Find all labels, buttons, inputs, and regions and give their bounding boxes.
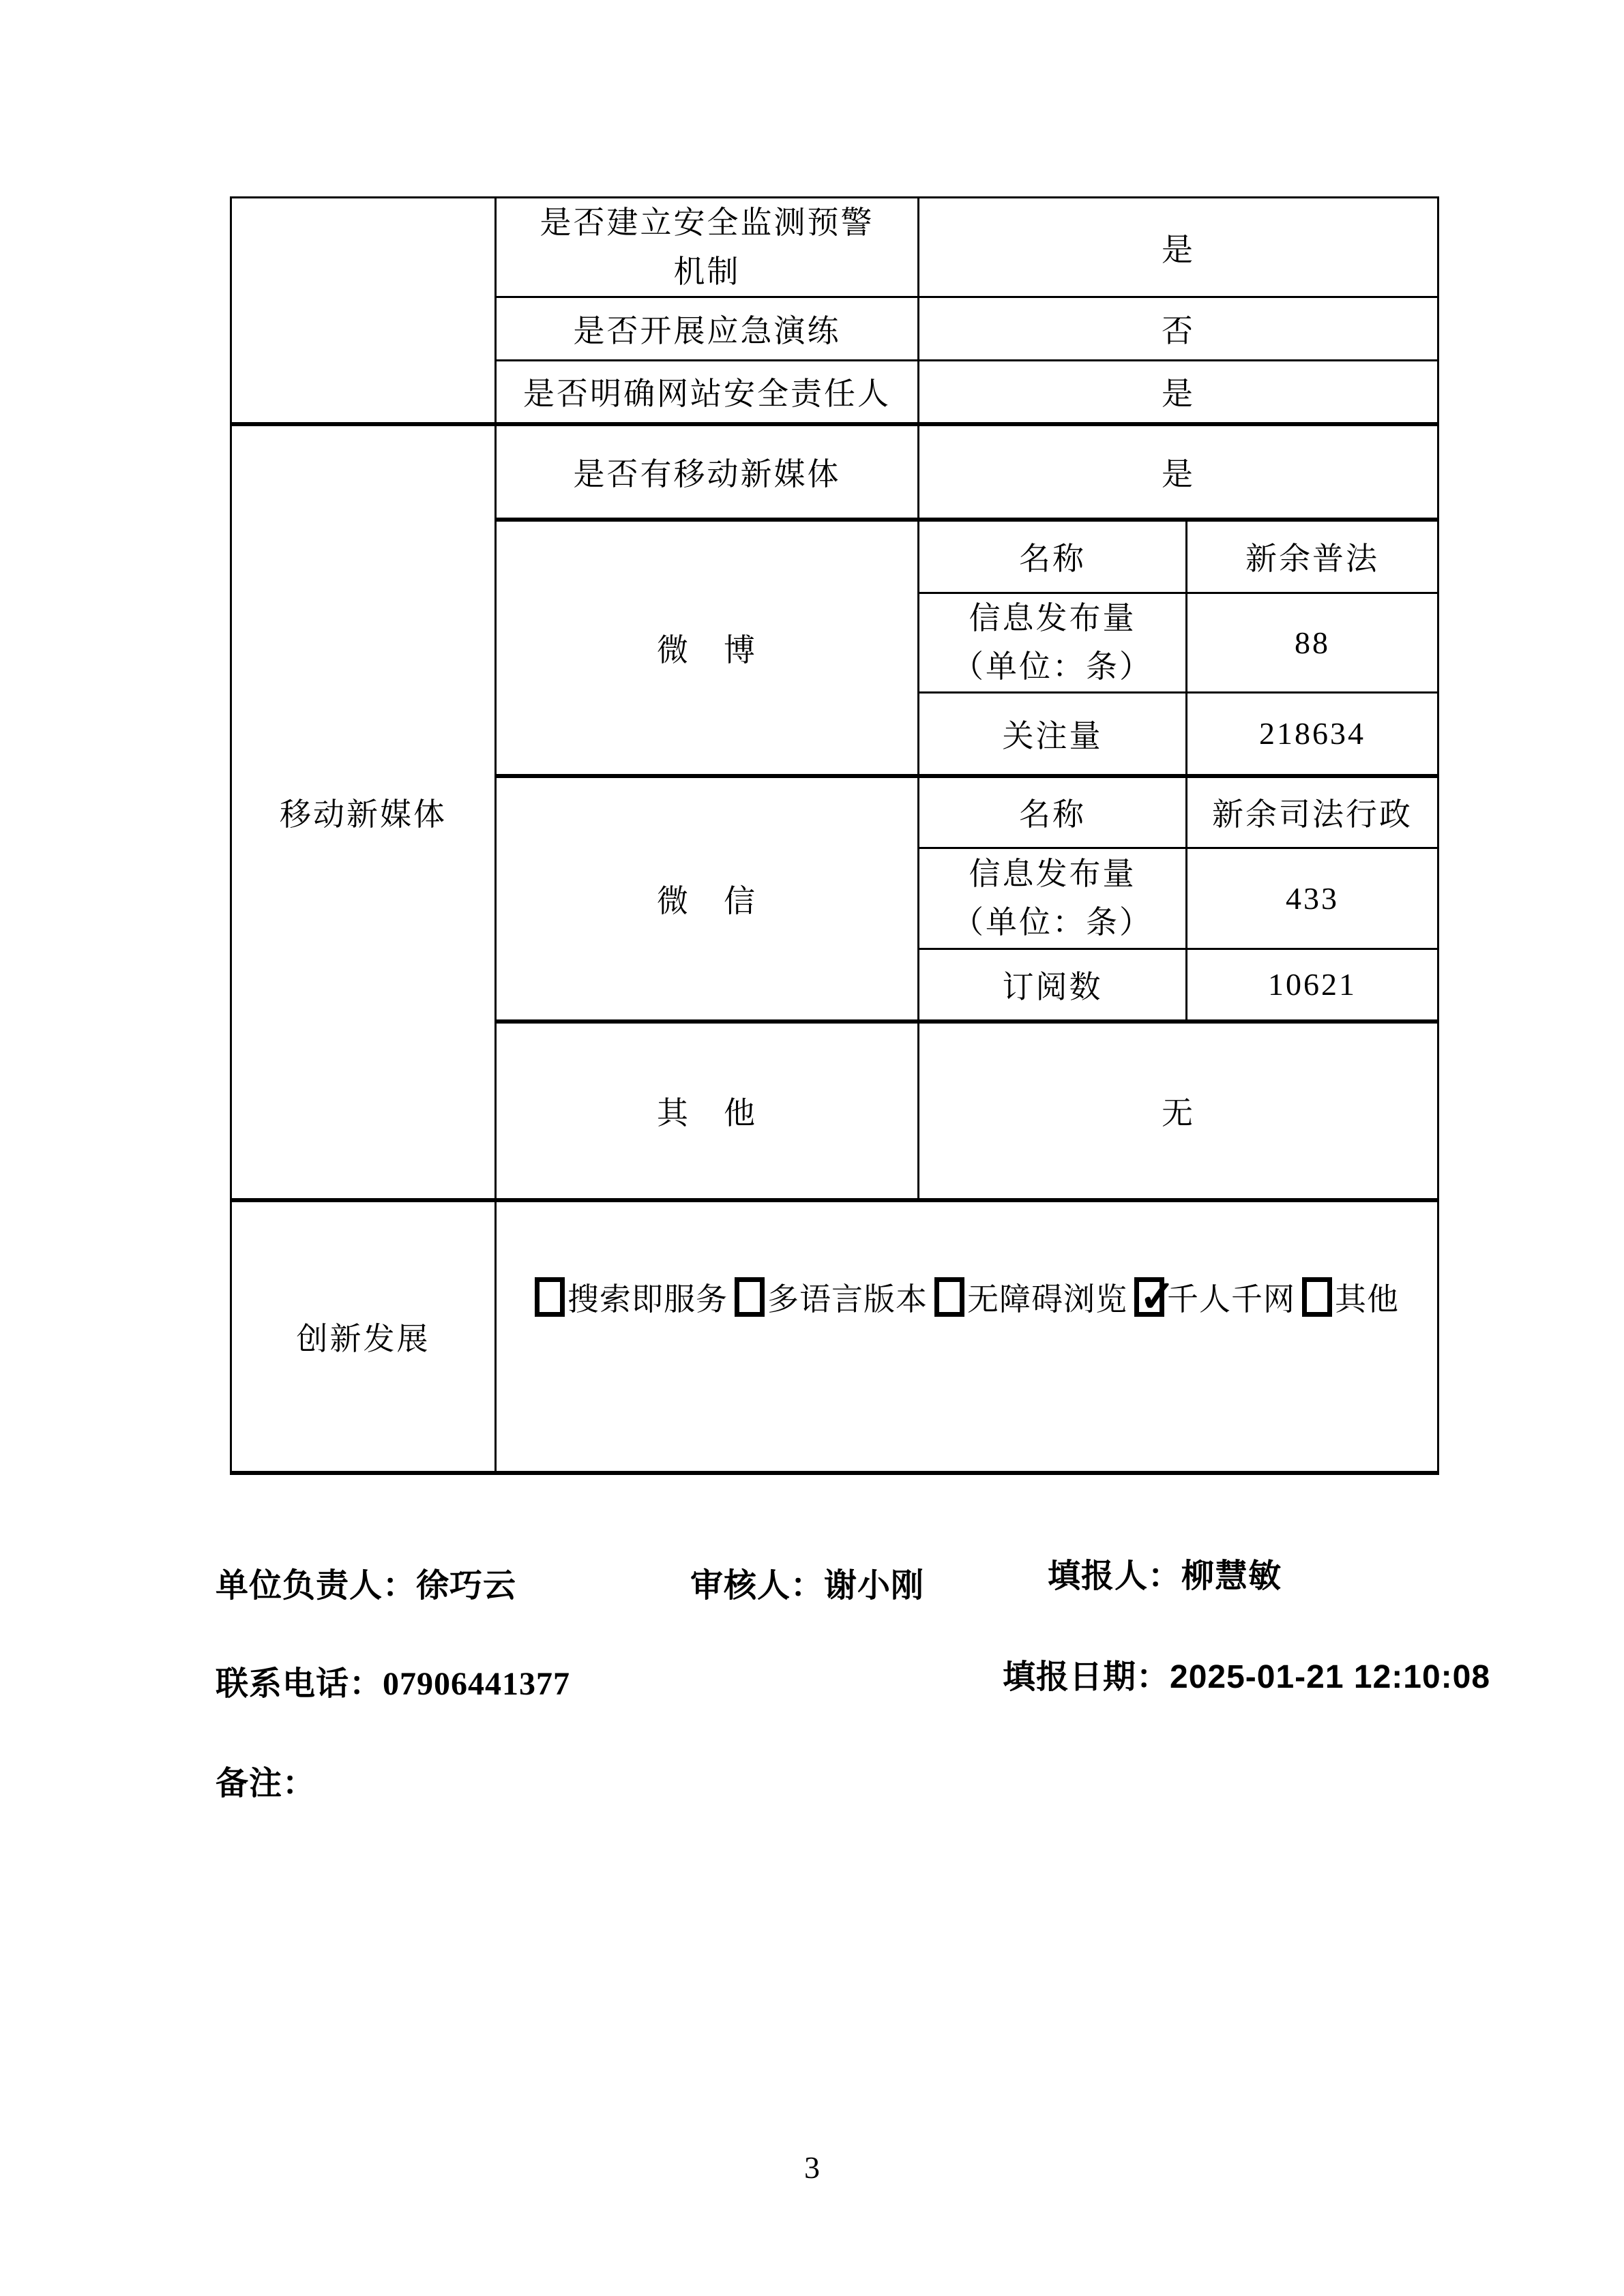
weibo-followers-value: 218634 xyxy=(1187,692,1438,776)
question-line: 机制 xyxy=(673,254,741,289)
innovation-checkbox-label-2: 无障碍浏览 xyxy=(967,1282,1127,1317)
footer-reviewer xyxy=(690,1559,924,1606)
footer-report-date-value: 2025-01-21 12:10:08 xyxy=(1170,1659,1491,1695)
wechat-name-value: 新余司法行政 xyxy=(1187,776,1438,848)
label-line: 信息发布量 xyxy=(969,601,1136,636)
answer-security-responsible-person: 是 xyxy=(919,361,1438,424)
footer-remark-label: 备注： xyxy=(216,1765,316,1802)
label-line: 信息发布量 xyxy=(969,856,1136,891)
footer-reviewer-value: 谢小刚 xyxy=(824,1568,925,1604)
mobile-media-section-label: 移动新媒体 xyxy=(231,424,496,1201)
footer-reviewer-label: 审核人： xyxy=(690,1568,825,1604)
innovation-checkbox-label-1: 多语言版本 xyxy=(767,1282,928,1317)
cell-prev-section-blank xyxy=(231,198,496,424)
innovation-checkbox-3[interactable]: ✓ xyxy=(1134,1277,1164,1317)
weibo-followers-label: 关注量 xyxy=(919,692,1187,776)
footer-filler-value: 柳慧敏 xyxy=(1181,1558,1282,1594)
innovation-options-cell xyxy=(496,1200,1438,1473)
footer-unit-head-label: 单位负责人： xyxy=(216,1568,417,1604)
page-number: 3 xyxy=(804,2150,820,2185)
footer-phone-label: 联系电话： xyxy=(216,1666,383,1702)
wechat-posts-label xyxy=(919,848,1187,949)
report-table xyxy=(230,196,1439,1475)
other-media-label: 其 他 xyxy=(496,1022,919,1200)
weibo-posts-label xyxy=(919,593,1187,693)
footer-phone-value: 07906441377 xyxy=(383,1666,571,1702)
answer-emergency-drill: 否 xyxy=(919,297,1438,361)
footer-report-date xyxy=(1003,1650,1490,1697)
label-line: （单位：条） xyxy=(952,905,1153,940)
innovation-checkbox-4[interactable] xyxy=(1302,1277,1332,1317)
innovation-checkbox-label-4: 其他 xyxy=(1335,1282,1399,1317)
weibo-posts-value: 88 xyxy=(1187,593,1438,693)
question-has-mobile-media: 是否有移动新媒体 xyxy=(496,424,919,520)
footer-phone xyxy=(216,1657,570,1704)
question-emergency-drill: 是否开展应急演练 xyxy=(496,297,919,361)
footer-filler xyxy=(1048,1549,1282,1596)
innovation-checkbox-1[interactable] xyxy=(735,1277,765,1317)
footer-report-date-label: 填报日期： xyxy=(1003,1659,1170,1695)
answer-security-warning-mechanism: 是 xyxy=(919,198,1438,297)
footer-unit-head-value: 徐巧云 xyxy=(416,1568,517,1604)
footer-filler-label: 填报人： xyxy=(1048,1558,1182,1594)
footer-remark xyxy=(216,1757,316,1804)
innovation-checkbox-label-3: 千人千网 xyxy=(1167,1282,1295,1317)
innovation-checkbox-2[interactable] xyxy=(934,1277,964,1317)
wechat-posts-value: 433 xyxy=(1187,848,1438,949)
innovation-section-label: 创新发展 xyxy=(231,1200,496,1473)
label-line: （单位：条） xyxy=(952,649,1153,685)
innovation-checkbox-0[interactable] xyxy=(535,1277,565,1317)
innovation-options-row xyxy=(497,1274,1437,1320)
weibo-label-cell: 微 博 xyxy=(496,520,919,777)
innovation-checkbox-label-0: 搜索即服务 xyxy=(567,1282,728,1317)
question-line: 是否建立安全监测预警 xyxy=(540,205,874,241)
weibo-name-label: 名称 xyxy=(919,520,1187,593)
wechat-subscribers-value: 10621 xyxy=(1187,949,1438,1022)
answer-has-mobile-media: 是 xyxy=(919,424,1438,520)
wechat-name-label: 名称 xyxy=(919,776,1187,848)
wechat-label-cell: 微 信 xyxy=(496,776,919,1022)
weibo-name-value: 新余普法 xyxy=(1187,520,1438,593)
question-security-responsible-person: 是否明确网站安全责任人 xyxy=(496,361,919,424)
footer-unit-head xyxy=(216,1559,516,1606)
wechat-subscribers-label: 订阅数 xyxy=(919,949,1187,1022)
other-media-value: 无 xyxy=(919,1022,1438,1200)
question-security-warning-mechanism xyxy=(496,198,919,297)
